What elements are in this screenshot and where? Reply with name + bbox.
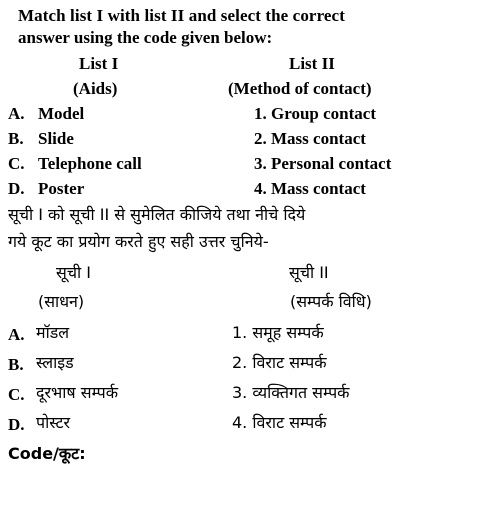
row-b-match-en: 2. Mass contact xyxy=(254,129,366,148)
row-d-match-hi: 4. विराट सम्पर्क xyxy=(232,413,327,432)
row-a-item-hi: मॉडल xyxy=(36,323,70,342)
row-b-match-hi: 2. विराट सम्पर्क xyxy=(232,353,327,372)
row-c-label-hi: C. xyxy=(8,385,25,404)
list2-title-en: List II xyxy=(289,54,335,73)
question-hi-line2: गये कूट का प्रयोग करते हुए सही उत्तर चुनिये- xyxy=(8,232,269,251)
list2-subtitle-hi: (सम्पर्क विधि) xyxy=(290,292,372,311)
list1-title-en: List I xyxy=(79,54,119,73)
code-label: Code/कूट: xyxy=(8,444,86,463)
question-en-line1: Match list I with list II and select the correct xyxy=(18,6,345,25)
row-b-label-hi: B. xyxy=(8,355,24,374)
row-b-label-en: B. xyxy=(8,129,24,148)
row-d-label-en: D. xyxy=(8,179,25,198)
list1-title-hi: सूची I xyxy=(56,263,91,282)
row-c-item-en: Telephone call xyxy=(38,154,142,173)
row-c-match-en: 3. Personal contact xyxy=(254,154,392,173)
row-d-item-en: Poster xyxy=(38,179,85,198)
list1-subtitle-en: (Aids) xyxy=(73,79,118,98)
row-a-item-en: Model xyxy=(38,104,85,123)
list2-subtitle-en: (Method of contact) xyxy=(228,79,372,98)
list1-subtitle-hi: (साधन) xyxy=(38,292,85,311)
row-c-match-hi: 3. व्यक्तिगत सम्पर्क xyxy=(232,383,350,402)
row-b-item-hi: स्लाइड xyxy=(36,353,74,372)
row-d-item-hi: पोस्टर xyxy=(36,413,71,432)
row-c-label-en: C. xyxy=(8,154,25,173)
row-b-item-en: Slide xyxy=(38,129,74,148)
row-a-label-en: A. xyxy=(8,104,25,123)
row-d-label-hi: D. xyxy=(8,415,25,434)
row-a-label-hi: A. xyxy=(8,325,25,344)
list2-title-hi: सूची II xyxy=(289,263,329,282)
row-d-match-en: 4. Mass contact xyxy=(254,179,366,198)
row-a-match-hi: 1. समूह सम्पर्क xyxy=(232,323,324,342)
question-en-line2: answer using the code given below: xyxy=(18,28,273,47)
question-hi-line1: सूची I को सूची II से सुमेलित कीजिये तथा नीचे दिये xyxy=(8,205,306,224)
row-c-item-hi: दूरभाष सम्पर्क xyxy=(36,383,119,402)
row-a-match-en: 1. Group contact xyxy=(254,104,376,123)
